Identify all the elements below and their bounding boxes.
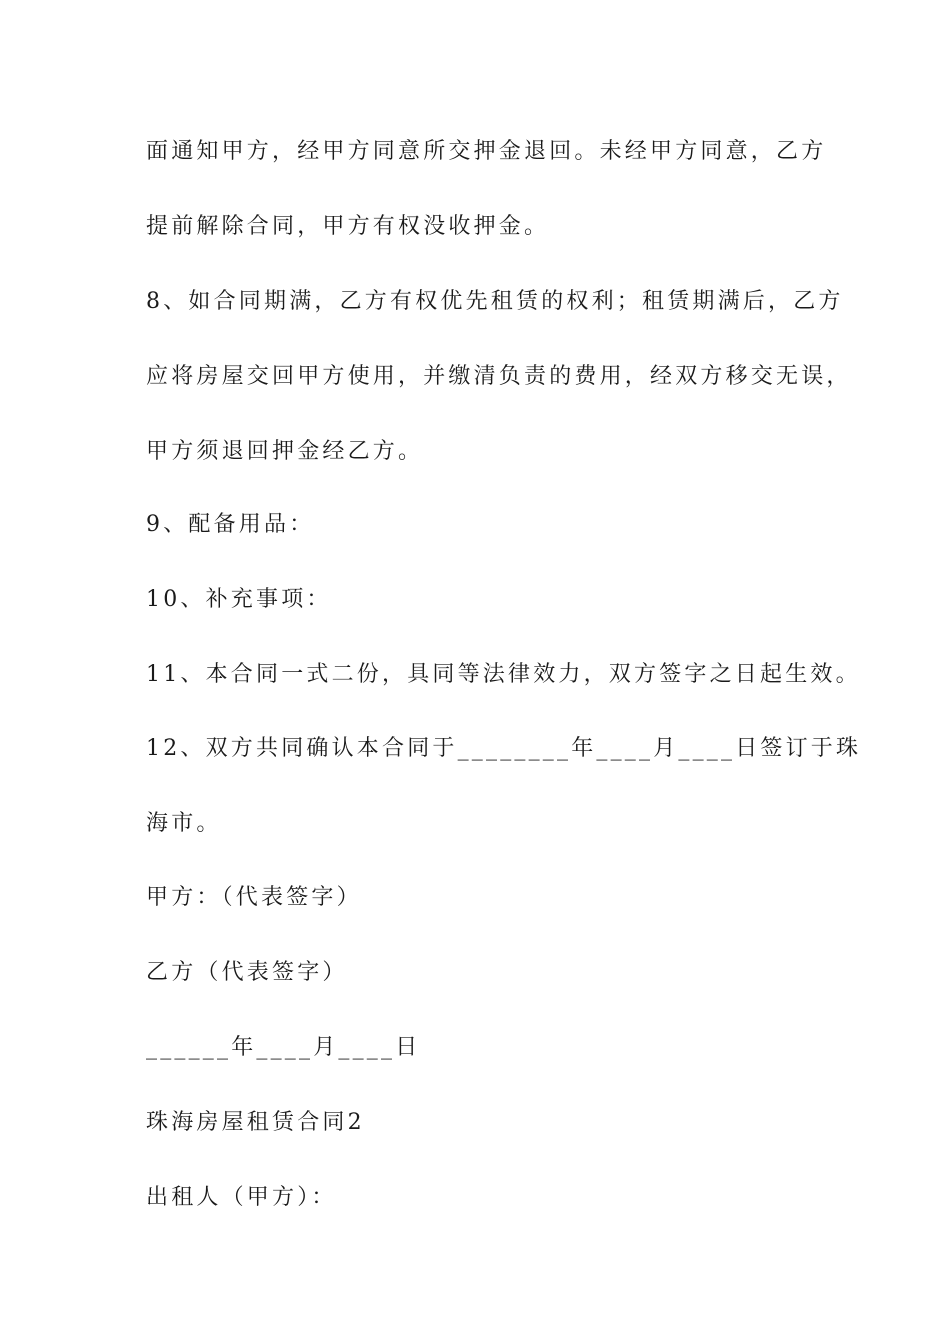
clause-8-line: 8、如合同期满，乙方有权优先租赁的权利；租赁期满后，乙方 xyxy=(146,289,844,314)
clause-9-line: 9、配备用品： xyxy=(146,512,315,537)
paragraph-line: 面通知甲方，经甲方同意所交押金退回。未经甲方同意，乙方 xyxy=(146,139,827,164)
party-a-signature-line: 甲方：（代表签字） xyxy=(146,885,362,910)
clause-11-line: 11、本合同一式二份，具同等法律效力，双方签字之日起生效。 xyxy=(146,662,861,687)
party-b-signature-line: 乙方（代表签字） xyxy=(146,960,348,985)
lessor-label-line: 出租人（甲方）： xyxy=(146,1185,337,1210)
signing-date-line: ______年____月____日 xyxy=(146,1035,421,1060)
paragraph-line: 甲方须退回押金经乙方。 xyxy=(146,439,424,464)
paragraph-line: 提前解除合同，甲方有权没收押金。 xyxy=(146,214,550,239)
paragraph-line: 海市。 xyxy=(146,811,222,836)
paragraph-line: 应将房屋交回甲方使用，并缴清负责的费用，经双方移交无误， xyxy=(146,364,852,389)
section-title: 珠海房屋租赁合同2 xyxy=(146,1110,365,1135)
clause-12-line: 12、双方共同确认本合同于________年____月____日签订于珠 xyxy=(146,736,862,761)
clause-10-line: 10、补充事项： xyxy=(146,587,332,612)
